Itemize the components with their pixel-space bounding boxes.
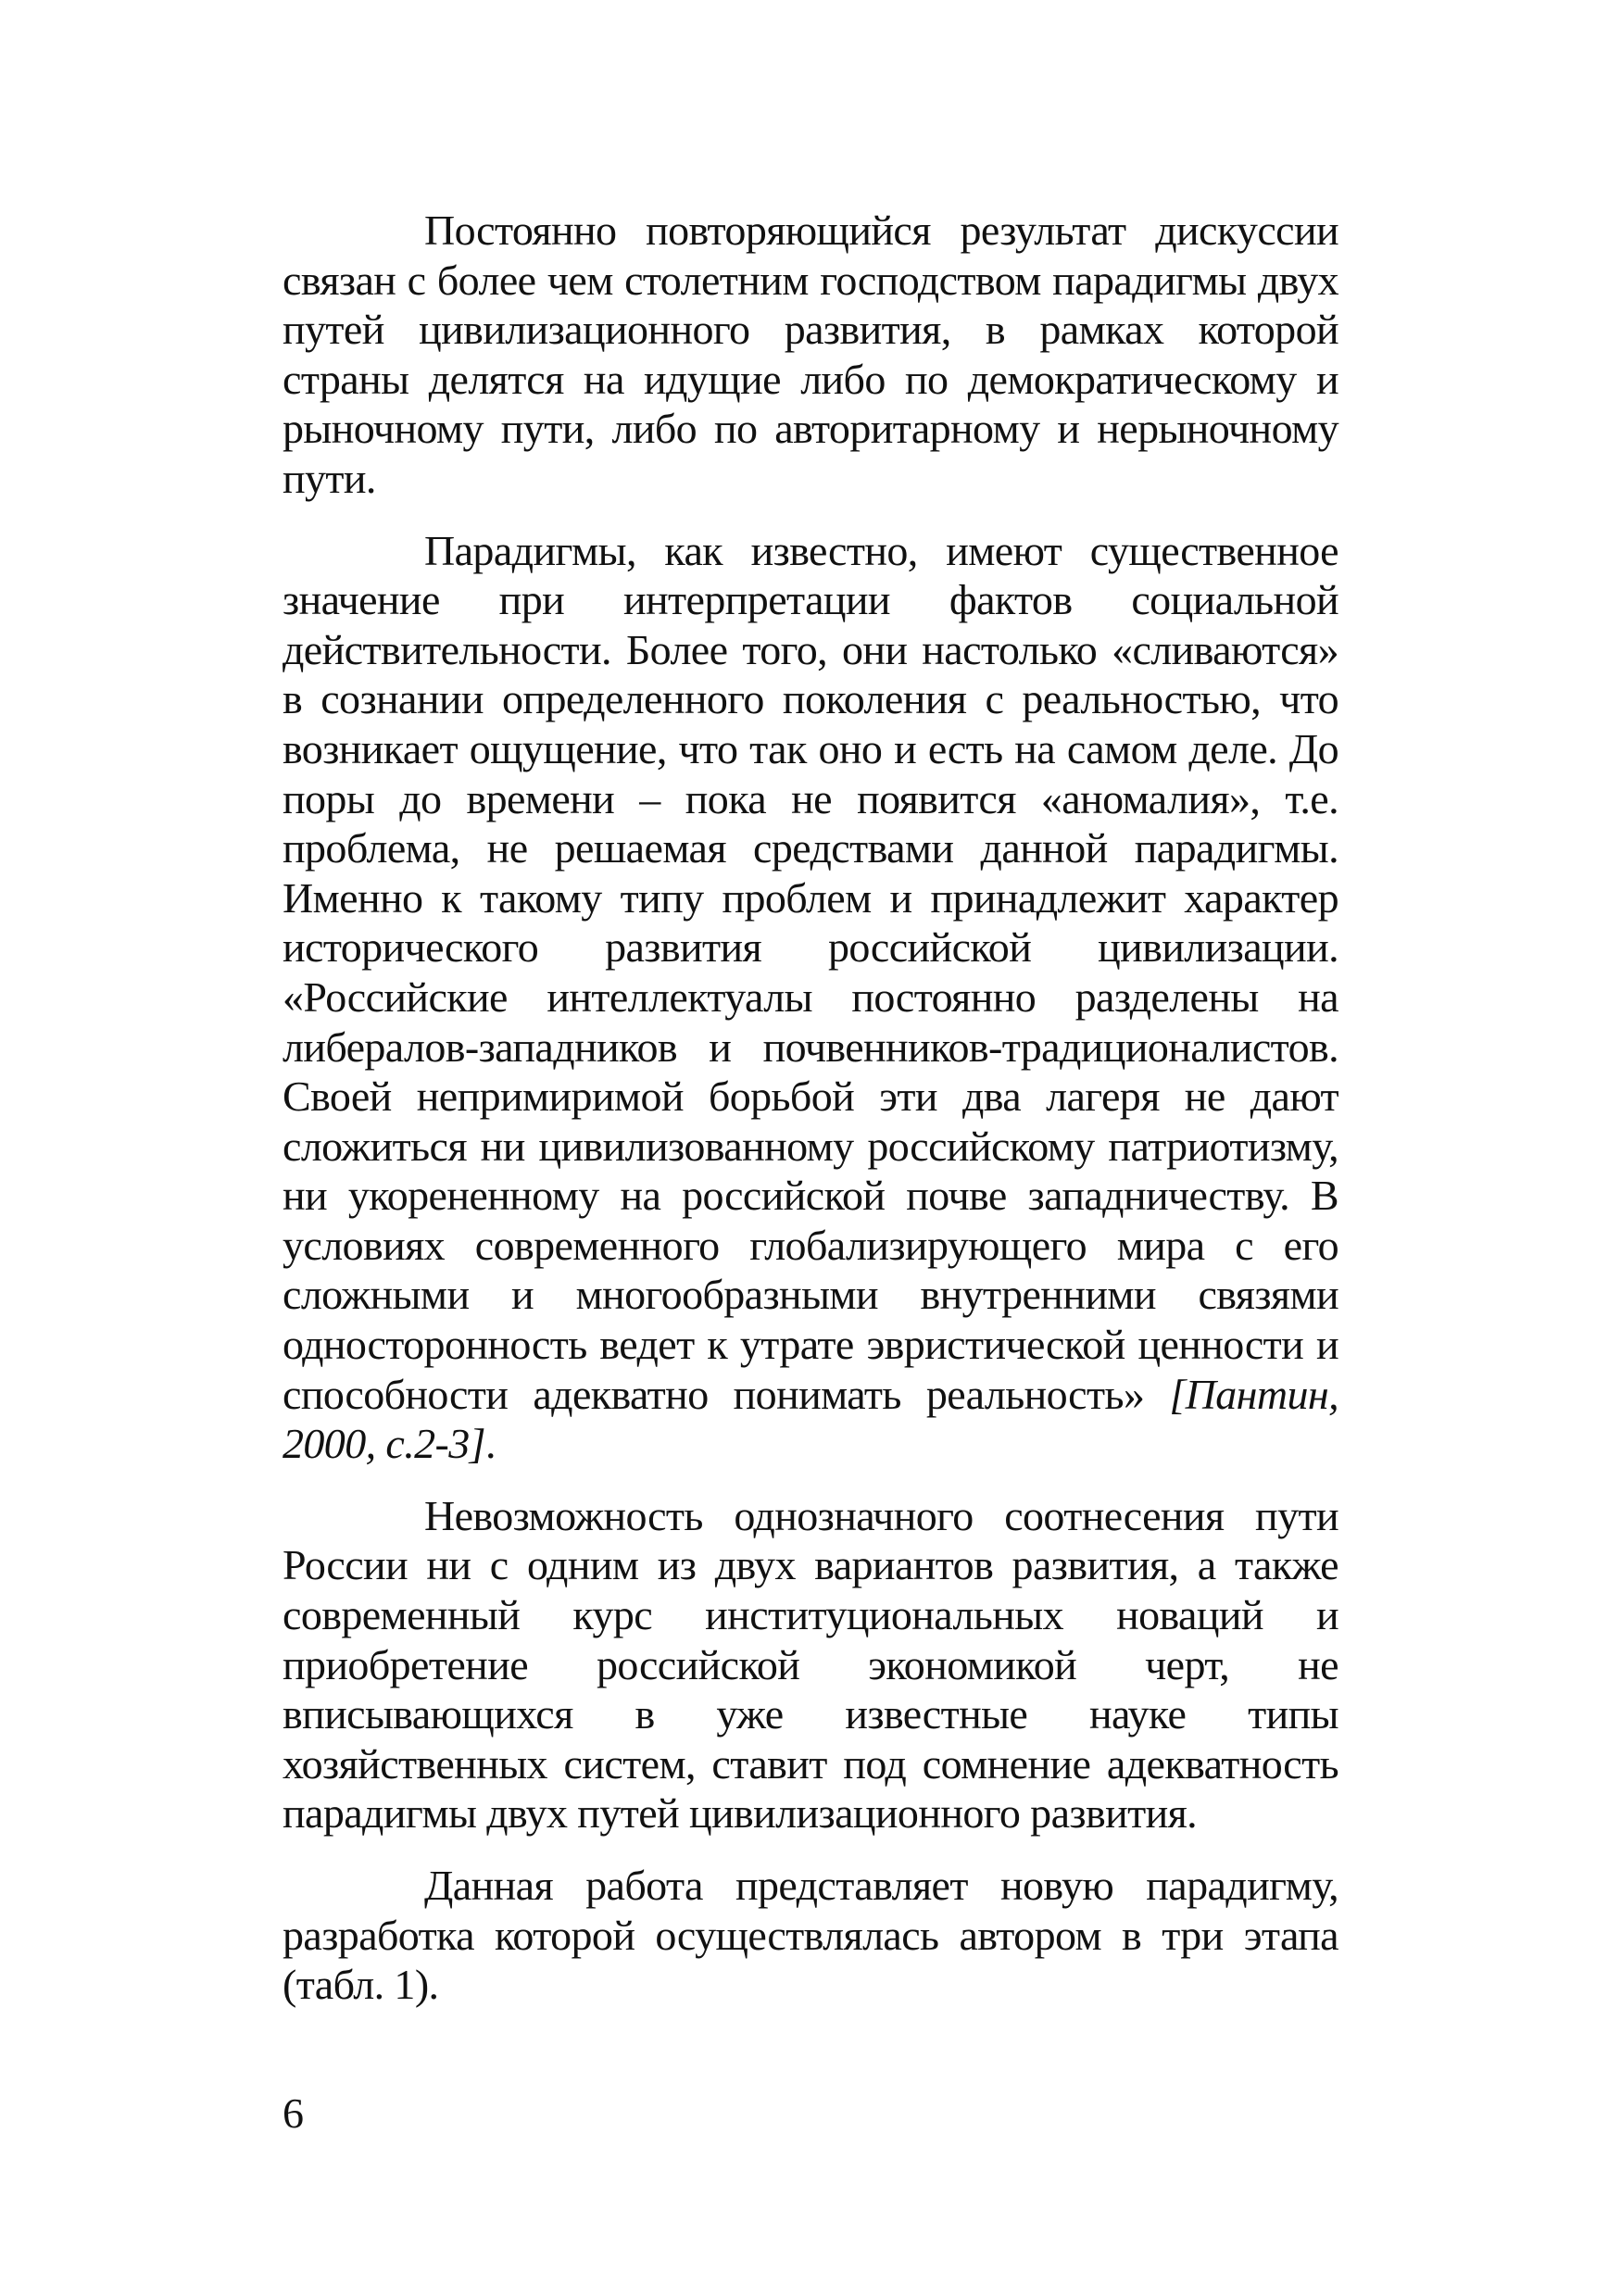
paragraph-1-text: Постоянно повторяющийся результат дискуссии связан с более чем столетним господством парадигмы двух путей цивилизационного развития, в рамках которой страны делятся на идущие либо по демократическому и рыночному пути, либо по авторитарному и нерыночному пути. <box>283 207 1338 502</box>
paragraph-2-text: Парадигмы, как известно, имеют существенное значение при интерпретации фактов социальной действительности. Более того, они настолько «сливаются» в сознании определенного поколения с реальностью, что возникает ощущение, что так оно и есть на самом деле. До поры до времени – пока не появится «аномалия», т.е. проблема, не решаемая средствами данной парадигмы. Именно к такому типу проблем и принадлежит характер исторического развития российской цивилизации. «Российские интеллектуалы постоянно разделены на либералов-западников и почвенников-традиционалистов. Своей непримиримой борьбой эти два лагеря не дают сложиться ни цивилизованному российскому патриотизму, ни укорененному на российской почве западничеству. В условиях современного глобализирующего мира с его сложными и многообразными внутренними связями односторонность ведет к утрате эвристической ценности и способности адекватно понимать реальность» <box>283 526 1338 1418</box>
citation: [Пантин, 2000, с.2-3] <box>283 1370 1339 1468</box>
paragraph-3-text: Невозможность однозначного соотнесения пути России ни с одним из двух вариантов развития, а также современный курс институциональных новаций и приобретение российской экономикой черт, не вписывающихся в уже известные науке типы хозяйственных систем, ставит под сомнение адекватность парадигмы двух путей цивилизационного развития. <box>283 1491 1338 1838</box>
page-number: 6 <box>283 2089 304 2137</box>
paragraph-1 <box>283 206 1338 504</box>
paragraph-4-text: Данная работа представляет новую парадигму, разработка которой осуществлялась автором в три этапа (табл. 1). <box>283 1862 1338 2009</box>
paragraph-2-end: . <box>484 1420 496 1468</box>
paragraph-3 <box>283 1491 1338 1838</box>
main-text <box>283 206 1338 2010</box>
paragraph-2 <box>283 526 1338 1469</box>
paragraph-4 <box>283 1861 1338 2010</box>
